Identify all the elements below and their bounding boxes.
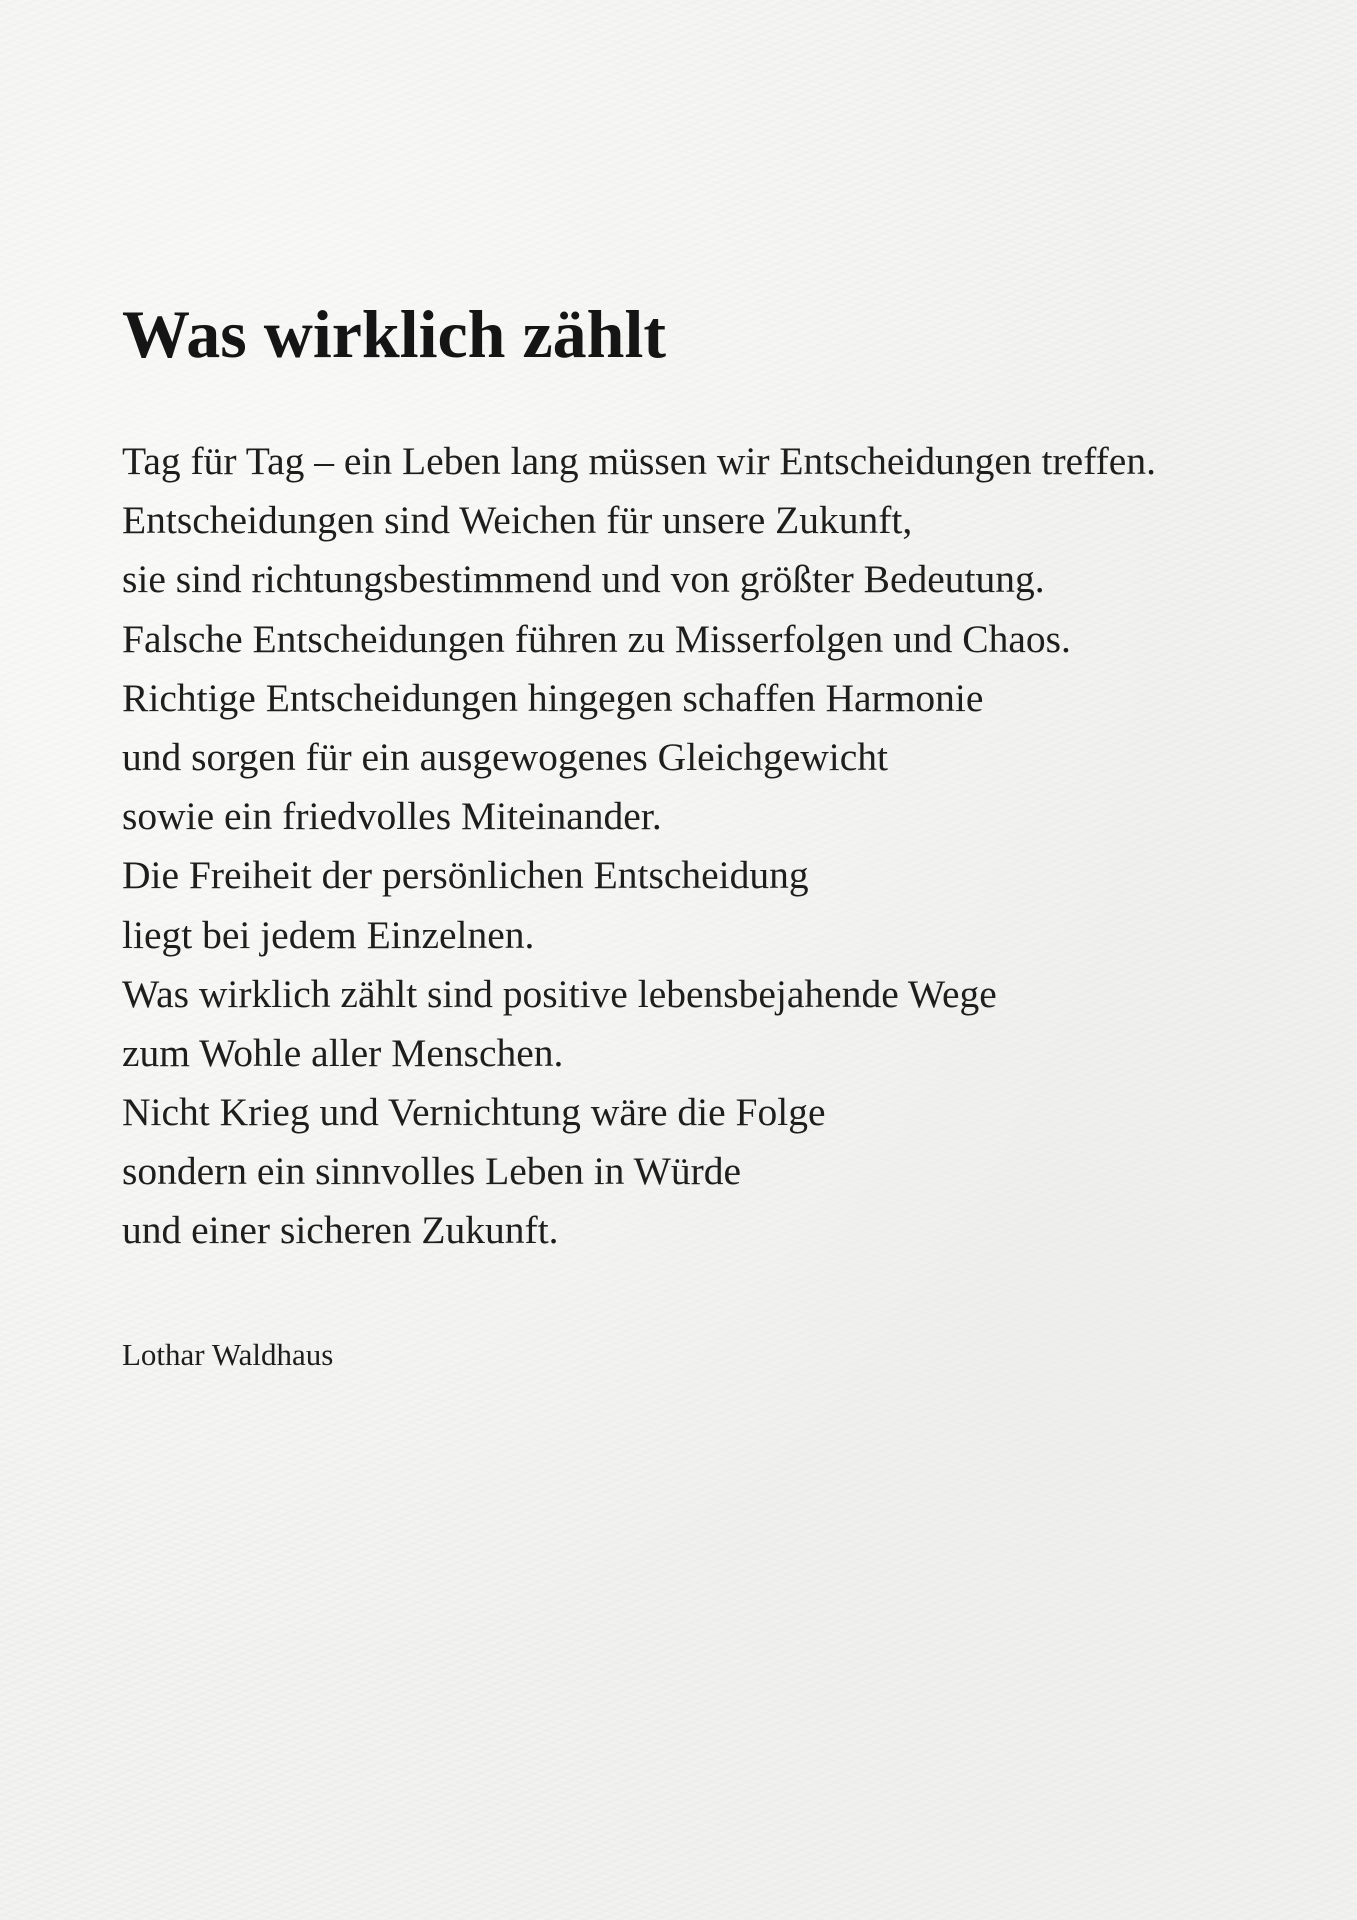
poem-line: und sorgen für ein ausgewogenes Gleichgewicht <box>122 734 889 779</box>
poem-line: Entscheidungen sind Weichen für unsere Zukunft, <box>122 498 913 543</box>
poem-line: Falsche Entscheidungen führen zu Misserfolgen und Chaos. <box>122 616 1071 661</box>
poem-line: sowie ein friedvolles Miteinander. <box>122 794 662 839</box>
poem-body <box>122 432 1156 1261</box>
author-name: Lothar Waldhaus <box>122 1337 334 1372</box>
poem-line: Was wirklich zählt sind positive lebensbejahende Wege <box>122 971 997 1016</box>
poem-line: liegt bei jedem Einzelnen. <box>122 912 535 957</box>
poem-line: zum Wohle aller Menschen. <box>122 1030 564 1075</box>
poem-line: Nicht Krieg und Vernichtung wäre die Folge <box>122 1090 826 1135</box>
poem-line: Tag für Tag – ein Leben lang müssen wir Entscheidungen treffen. <box>122 439 1156 483</box>
poem-line: Richtige Entscheidungen hingegen schaffen Harmonie <box>122 675 984 720</box>
poem-title: Was wirklich zählt <box>122 296 667 372</box>
poem-line: und einer sicheren Zukunft. <box>122 1208 559 1253</box>
poem-line: sie sind richtungsbestimmend und von größter Bedeutung. <box>122 557 1045 602</box>
poem-line: sondern ein sinnvolles Leben in Würde <box>122 1149 742 1194</box>
poem-line: Die Freiheit der persönlichen Entscheidung <box>122 853 809 898</box>
